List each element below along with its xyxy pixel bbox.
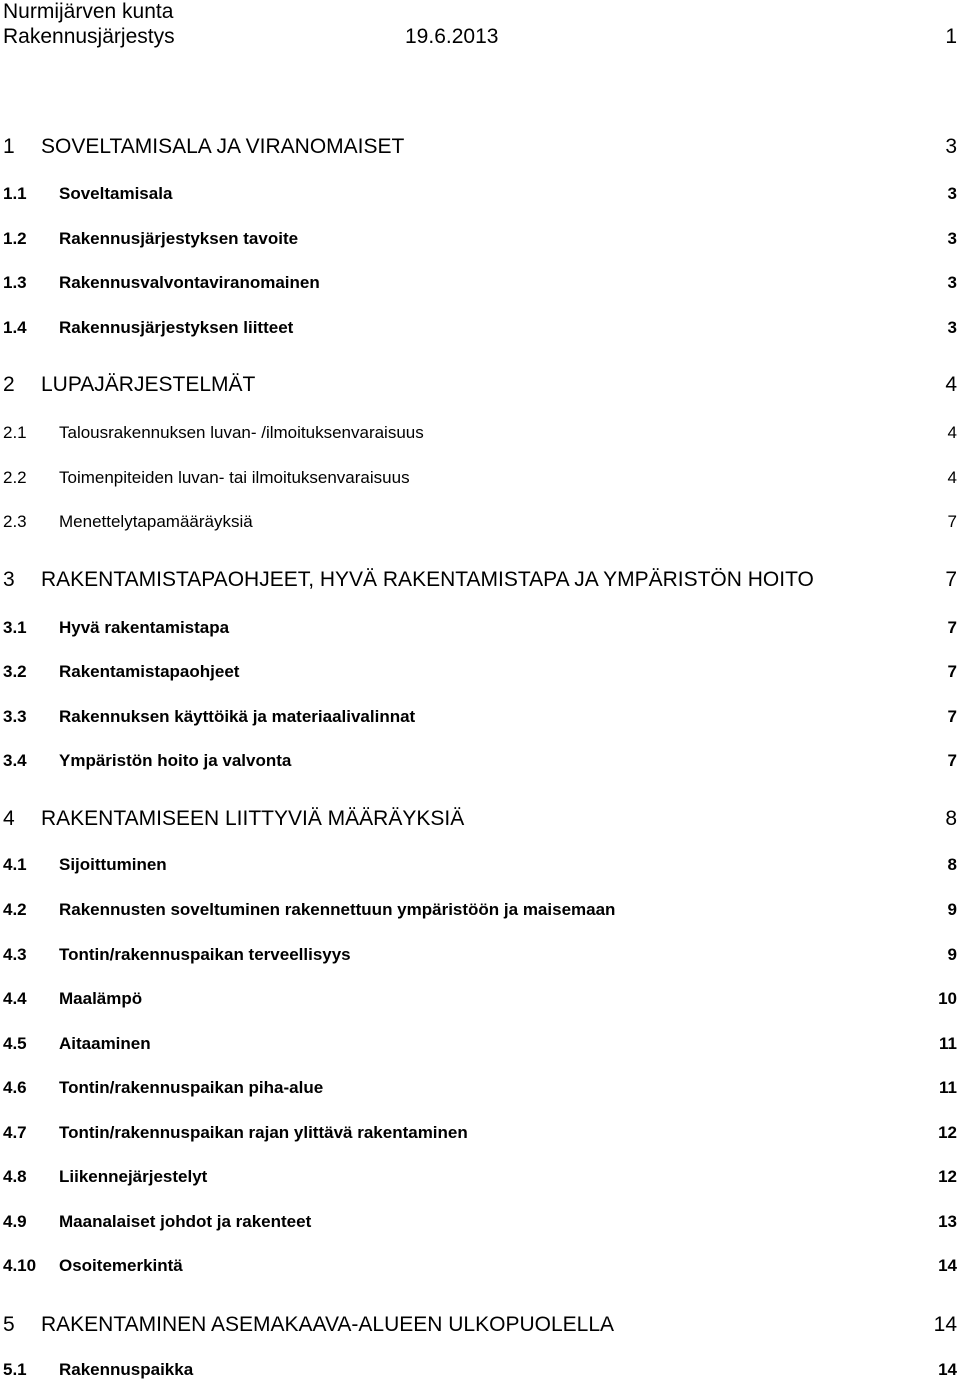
header-page-number: 1 bbox=[945, 25, 957, 48]
toc-title: Rakennusjärjestyksen liitteet bbox=[59, 318, 294, 337]
toc-chapter[interactable] bbox=[0, 565, 960, 595]
toc-number: 4.8 bbox=[3, 1167, 27, 1186]
toc-section[interactable] bbox=[0, 418, 960, 448]
toc-page-number: 7 bbox=[945, 568, 957, 591]
toc-page-number: 3 bbox=[947, 318, 957, 337]
toc-number: 5 bbox=[3, 1313, 15, 1336]
toc-section[interactable] bbox=[0, 268, 960, 298]
toc-section[interactable] bbox=[0, 1207, 960, 1237]
toc-title: Rakennuspaikka bbox=[59, 1360, 194, 1379]
toc-section[interactable] bbox=[0, 940, 960, 970]
toc-section[interactable] bbox=[0, 1118, 960, 1148]
toc-page-number: 3 bbox=[945, 135, 957, 158]
toc-page-number: 7 bbox=[947, 512, 957, 531]
toc-title: Liikennejärjestelyt bbox=[59, 1167, 208, 1186]
toc-number: 4.3 bbox=[3, 945, 27, 964]
toc-number: 5.1 bbox=[3, 1360, 27, 1379]
toc-chapter[interactable] bbox=[0, 370, 960, 400]
toc-number: 2.2 bbox=[3, 468, 27, 487]
toc-number: 1.4 bbox=[3, 318, 27, 337]
toc-page-number: 3 bbox=[947, 184, 957, 203]
toc-number: 3 bbox=[3, 568, 15, 591]
toc-title: RAKENTAMISEEN LIITTYVIÄ MÄÄRÄYKSIÄ bbox=[41, 807, 465, 830]
toc-title: Rakennusvalvontaviranomainen bbox=[59, 273, 320, 292]
toc-page-number: 8 bbox=[945, 807, 957, 830]
toc-section[interactable] bbox=[0, 1073, 960, 1103]
toc-title: Tontin/rakennuspaikan rajan ylittävä rakentaminen bbox=[59, 1123, 468, 1142]
toc-page-number: 13 bbox=[938, 1212, 957, 1231]
toc-title: RAKENTAMISTAPAOHJEET, HYVÄ RAKENTAMISTAPA JA YMPÄRISTÖN HOITO bbox=[41, 568, 814, 591]
toc-number: 2.3 bbox=[3, 512, 27, 531]
toc-number: 2.1 bbox=[3, 423, 27, 442]
toc-number: 4.4 bbox=[3, 989, 27, 1008]
toc-title: Hyvä rakentamistapa bbox=[59, 618, 230, 637]
toc-title: Tontin/rakennuspaikan piha-alue bbox=[59, 1078, 324, 1097]
toc-title: Rakennusjärjestyksen tavoite bbox=[59, 229, 299, 248]
toc-page-number: 12 bbox=[938, 1167, 957, 1186]
toc-number: 4.6 bbox=[3, 1078, 27, 1097]
toc-number: 3.3 bbox=[3, 707, 27, 726]
toc-title: Talousrakennuksen luvan- /ilmoituksenvaraisuus bbox=[59, 423, 424, 442]
toc-number: 1.2 bbox=[3, 229, 27, 248]
toc-page-number: 3 bbox=[947, 229, 957, 248]
toc-number: 4.10 bbox=[3, 1256, 37, 1275]
toc-section[interactable] bbox=[0, 313, 960, 343]
toc-chapter[interactable] bbox=[0, 132, 960, 162]
header-date: 19.6.2013 bbox=[405, 25, 499, 48]
toc-number: 4.5 bbox=[3, 1034, 27, 1053]
toc-section[interactable] bbox=[0, 1251, 960, 1281]
toc-chapter[interactable] bbox=[0, 804, 960, 834]
toc-section[interactable] bbox=[0, 613, 960, 643]
toc-number: 3.1 bbox=[3, 618, 27, 637]
toc-page-number: 11 bbox=[939, 1078, 957, 1097]
toc-section[interactable] bbox=[0, 850, 960, 880]
toc-section[interactable] bbox=[0, 657, 960, 687]
toc-title: LUPAJÄRJESTELMÄT bbox=[41, 373, 256, 396]
toc-section[interactable] bbox=[0, 1355, 960, 1385]
toc-title: RAKENTAMINEN ASEMAKAAVA-ALUEEN ULKOPUOLELLA bbox=[41, 1313, 615, 1336]
toc-number: 4.7 bbox=[3, 1123, 27, 1142]
toc-number: 3.2 bbox=[3, 662, 27, 681]
toc-page-number: 4 bbox=[945, 373, 957, 396]
toc-page-number: 7 bbox=[947, 751, 957, 770]
toc-number: 1.1 bbox=[3, 184, 27, 203]
toc-page-number: 8 bbox=[947, 855, 957, 874]
toc-page-number: 4 bbox=[947, 468, 957, 487]
toc-title: Menettelytapamääräyksiä bbox=[59, 512, 253, 531]
toc-section[interactable] bbox=[0, 179, 960, 209]
header-document-title: Rakennusjärjestys bbox=[3, 25, 175, 48]
toc-section[interactable] bbox=[0, 895, 960, 925]
toc-title: Aitaaminen bbox=[59, 1034, 151, 1053]
toc-page-number: 7 bbox=[947, 618, 957, 637]
toc-title: Maalämpö bbox=[59, 989, 143, 1008]
toc-number: 4.2 bbox=[3, 900, 27, 919]
toc-section[interactable] bbox=[0, 1162, 960, 1192]
toc-number: 4.9 bbox=[3, 1212, 27, 1231]
toc-page-number: 14 bbox=[933, 1313, 957, 1336]
toc-title: SOVELTAMISALA JA VIRANOMAISET bbox=[41, 135, 405, 158]
toc-title: Osoitemerkintä bbox=[59, 1256, 183, 1275]
toc-number: 1.3 bbox=[3, 273, 27, 292]
toc-section[interactable] bbox=[0, 984, 960, 1014]
toc-page-number: 14 bbox=[938, 1360, 957, 1379]
toc-number: 2 bbox=[3, 373, 15, 396]
toc-page-number: 12 bbox=[938, 1123, 957, 1142]
toc-section[interactable] bbox=[0, 507, 960, 537]
toc-title: Rakennusten soveltuminen rakennettuun ympäristöön ja maisemaan bbox=[59, 900, 616, 919]
toc-page-number: 3 bbox=[947, 273, 957, 292]
toc-title: Maanalaiset johdot ja rakenteet bbox=[59, 1212, 312, 1231]
toc-page-number: 7 bbox=[947, 662, 957, 681]
toc-title: Rakennuksen käyttöikä ja materiaalivalinnat bbox=[59, 707, 416, 726]
toc-section[interactable] bbox=[0, 224, 960, 254]
toc-number: 1 bbox=[3, 135, 15, 158]
toc-title: Tontin/rakennuspaikan terveellisyys bbox=[59, 945, 351, 964]
toc-number: 4 bbox=[3, 807, 15, 830]
toc-number: 3.4 bbox=[3, 751, 27, 770]
toc-title: Toimenpiteiden luvan- tai ilmoituksenvaraisuus bbox=[59, 468, 410, 487]
toc-section[interactable] bbox=[0, 746, 960, 776]
toc-title: Soveltamisala bbox=[59, 184, 173, 203]
toc-page-number: 7 bbox=[947, 707, 957, 726]
toc-page-number: 4 bbox=[947, 423, 957, 442]
toc-section[interactable] bbox=[0, 1029, 960, 1059]
toc-page-number: 11 bbox=[939, 1034, 957, 1053]
header-organization: Nurmijärven kunta bbox=[3, 0, 174, 23]
toc-title: Sijoittuminen bbox=[59, 855, 167, 874]
toc-page-number: 10 bbox=[938, 989, 957, 1008]
toc-section[interactable] bbox=[0, 463, 960, 493]
toc-title: Ympäristön hoito ja valvonta bbox=[59, 751, 292, 770]
toc-section[interactable] bbox=[0, 702, 960, 732]
toc-chapter[interactable] bbox=[0, 1310, 960, 1340]
toc-title: Rakentamistapaohjeet bbox=[59, 662, 240, 681]
toc-page-number: 9 bbox=[947, 900, 957, 919]
toc-page-number: 9 bbox=[947, 945, 957, 964]
toc-page-number: 14 bbox=[938, 1256, 957, 1275]
toc-number: 4.1 bbox=[3, 855, 27, 874]
